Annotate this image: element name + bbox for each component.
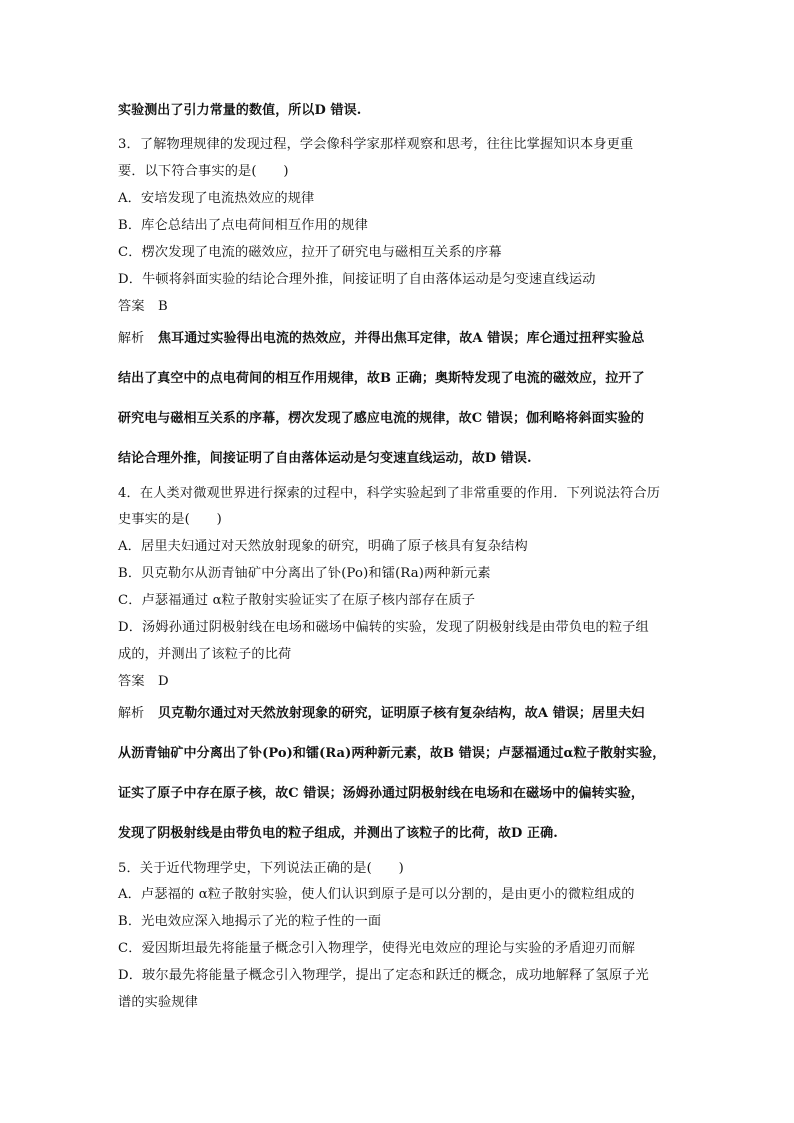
analysis-label: 解析 [118, 331, 145, 346]
analysis-label: 解析 [118, 706, 145, 721]
answer-value: B [158, 299, 168, 314]
analysis-text: 贝克勒尔通过对天然放射现象的研究，证明原子核有复杂结构，故A 错误；居里夫妇 [158, 706, 645, 721]
analysis-text: 焦耳通过实验得出电流的热效应，并得出焦耳定律，故A 错误；库仑通过扭秤实验总 [158, 331, 645, 346]
q4-analysis-line-4: 发现了阴极射线是由带负电的粒子组成，并测出了该粒子的比荷，故D 正确. [118, 826, 558, 841]
q2-analysis-tail: 实验测出了引力常量的数值，所以D 错误. [118, 103, 362, 118]
q5-option-c: C．爱因斯坦最先将能量子概念引入物理学，使得光电效应的理论与实验的矛盾迎刃而解 [118, 941, 636, 956]
q3-option-a: A．安培发现了电流热效应的规律 [118, 191, 315, 206]
q3-stem-line-1: 3．了解物理规律的发现过程，学会像科学家那样观察和思考，往往比掌握知识本身更重 [118, 137, 634, 152]
q4-analysis-line-2: 从沥青铀矿中分离出了钋(Po)和镭(Ra)两种新元素，故B 错误；卢瑟福通过α粒子散射实验， [118, 746, 666, 761]
q4-analysis-line-1 [118, 704, 644, 724]
q4-option-d-line-1: D．汤姆孙通过阴极射线在电场和磁场中偏转的实验，发现了阴极射线是由带负电的粒子组 [118, 620, 649, 635]
q4-stem-line-1: 4．在人类对微观世界进行探索的过程中，科学实验起到了非常重要的作用．下列说法符合历 [118, 486, 661, 501]
q4-option-a: A．居里夫妇通过对天然放射现象的研究，明确了原子核具有复杂结构 [118, 539, 528, 554]
q5-option-b: B．光电效应深入地揭示了光的粒子性的一面 [118, 914, 382, 929]
q4-analysis-line-3: 证实了原子中存在原子核，故C 错误；汤姆孙通过阴极射线在电场和在磁场中的偏转实验， [118, 786, 644, 801]
q3-analysis-line-2: 结出了真空中的点电荷间的相互作用规律，故B 正确；奥斯特发现了电流的磁效应，拉开了 [118, 371, 645, 386]
q3-option-d: D．牛顿将斜面实验的结论合理外推，间接证明了自由落体运动是匀变速直线运动 [118, 272, 596, 287]
q3-answer [118, 297, 168, 317]
q5-option-d-line-1: D．玻尔最先将能量子概念引入物理学，提出了定态和跃迁的概念，成功地解释了氢原子光 [118, 968, 649, 983]
q4-option-c: C．卢瑟福通过 α粒子散射实验证实了在原子核内部存在质子 [118, 593, 476, 608]
q4-answer [118, 672, 169, 692]
q3-option-b: B．库仑总结出了点电荷间相互作用的规律 [118, 218, 368, 233]
q4-option-d-line-2: 成的，并测出了该粒子的比荷 [118, 647, 292, 662]
q5-option-d-line-2: 谱的实验规律 [118, 995, 199, 1010]
answer-label: 答案 [118, 299, 145, 314]
answer-label: 答案 [118, 674, 145, 689]
q4-stem-line-2: 史事实的是( ) [118, 512, 222, 527]
answer-value: D [158, 674, 169, 689]
q3-analysis-line-4: 结论合理外推，间接证明了自由落体运动是匀变速直线运动，故D 错误. [118, 451, 532, 466]
q5-stem-line-1: 5．关于近代物理学史，下列说法正确的是( ) [118, 861, 404, 876]
q4-option-b: B．贝克勒尔从沥青铀矿中分离出了钋(Po)和镭(Ra)两种新元素 [118, 566, 491, 581]
q3-stem-line-2: 要．以下符合事实的是( ) [118, 164, 289, 179]
q5-option-a: A．卢瑟福的 α粒子散射实验，使人们认识到原子是可以分割的，是由更小的微粒组成的 [118, 887, 635, 902]
q3-option-c: C．楞次发现了电流的磁效应，拉开了研究电与磁相互关系的序幕 [118, 245, 502, 260]
q3-analysis-line-1 [118, 329, 644, 349]
q3-analysis-line-3: 研究电与磁相互关系的序幕，楞次发现了感应电流的规律，故C 错误；伽利略将斜面实验的 [118, 411, 644, 426]
